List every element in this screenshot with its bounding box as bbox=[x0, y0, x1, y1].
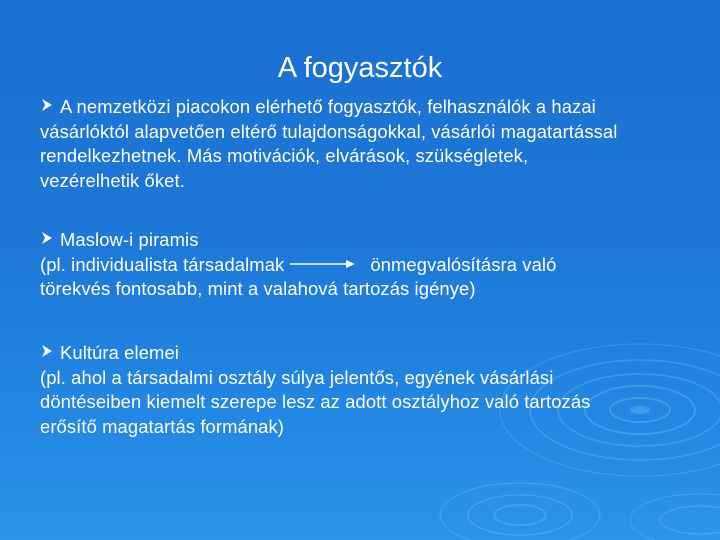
triangle-arrow-bullet-icon bbox=[40, 98, 54, 112]
text-line: vásárlóktól alapvetően eltérő tulajdonságokkal, vásárlói magatartással bbox=[40, 120, 618, 142]
text-line: (pl. ahol a társadalmi osztály súlya jelentős, egyének vásárlási bbox=[40, 366, 554, 388]
text-line-with-arrow bbox=[40, 253, 680, 278]
text-line: döntéseiben kiemelt szerepe lesz az adott osztályhoz való tartozás bbox=[40, 391, 591, 412]
text-line: rendelkezhetnek. Más motivációk, elvárások, szükségletek, bbox=[40, 145, 529, 166]
bullet-line bbox=[40, 228, 680, 253]
bullet-text: Maslow-i piramis bbox=[60, 229, 199, 250]
bullet-text: A nemzetközi piacokon elérhető fogyasztók, felhasználók a hazai bbox=[60, 96, 596, 117]
text-after-arrow: önmegvalósításra való bbox=[370, 253, 557, 275]
bullet-section-culture bbox=[40, 341, 680, 439]
triangle-arrow-bullet-icon bbox=[40, 344, 54, 358]
text-before-arrow: (pl. individualista társadalmak bbox=[40, 253, 285, 275]
text-line: törekvés fontosabb, mint a valahová tartozás igénye) bbox=[40, 278, 476, 299]
slide-title: A fogyasztók bbox=[277, 52, 443, 84]
bullet-section-maslow bbox=[40, 228, 680, 302]
text-line: vezérelhetik őket. bbox=[40, 169, 185, 191]
bullet-section-consumers bbox=[40, 95, 680, 193]
triangle-arrow-bullet-icon bbox=[40, 231, 54, 245]
bullet-text: Kultúra elemei bbox=[60, 342, 179, 363]
bullet-line bbox=[40, 341, 680, 366]
text-line: erősítő magatartás formának) bbox=[40, 415, 285, 437]
right-arrow-icon bbox=[290, 259, 356, 269]
bullet-line bbox=[40, 95, 680, 120]
